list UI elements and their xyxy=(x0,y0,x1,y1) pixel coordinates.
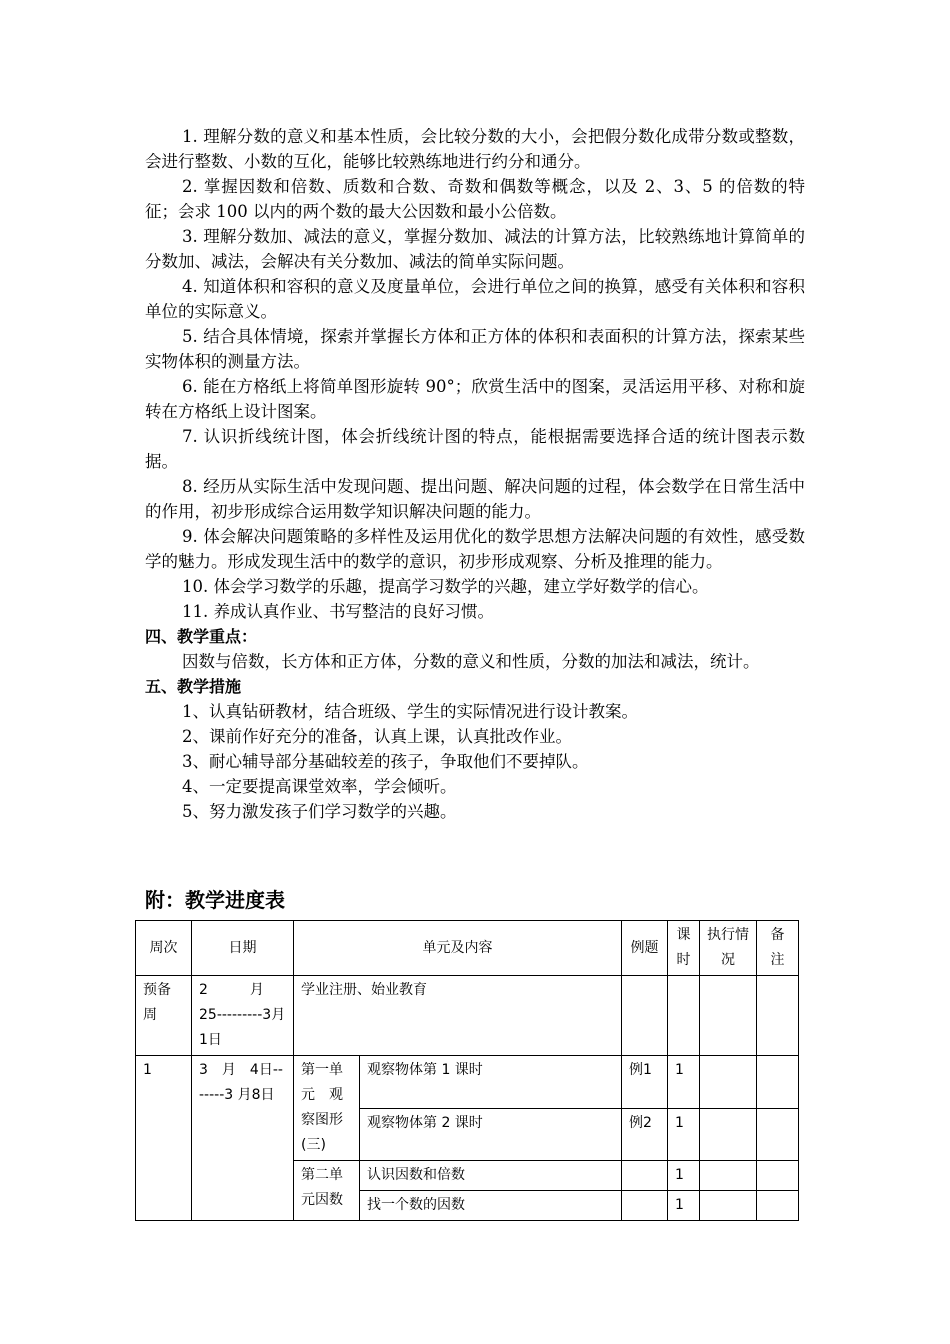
prep-week: 预备周 xyxy=(136,976,192,1056)
unit1-name: 第一单元 观察图形(三) xyxy=(294,1056,360,1161)
objective-10: 10. 体会学习数学的乐趣，提高学习数学的兴趣，建立学好数学的信心。 xyxy=(182,577,709,596)
body-text xyxy=(145,124,805,824)
unit1-status xyxy=(700,1108,757,1161)
objective-9: 9. 体会解决问题策略的多样性及运用优化的数学思想方法解决问题的有效性，感受数学的魅力。形成发现生活中的数学的意识，初步形成观察、分析及推理的能力。 xyxy=(145,527,805,571)
unit2-note xyxy=(757,1161,799,1191)
objective-11: 11. 养成认真作业、书写整洁的良好习惯。 xyxy=(182,602,494,621)
section4-body: 因数与倍数，长方体和正方体，分数的意义和性质，分数的加法和减法，统计。 xyxy=(182,652,760,671)
header-example: 例题 xyxy=(622,921,668,976)
schedule-table xyxy=(135,920,799,1221)
objective-6: 6. 能在方格纸上将简单图形旋转 90°；欣赏生活中的图案，灵活运用平移、对称和旋转在方格纸上设计图案。 xyxy=(145,377,805,421)
unit1-status xyxy=(700,1056,757,1109)
prep-note xyxy=(757,976,799,1056)
objective-5: 5. 结合具体情境，探索并掌握长方体和正方体的体积和表面积的计算方法，探索某些实物体积的测量方法。 xyxy=(145,327,805,371)
unit1-example: 例2 xyxy=(622,1108,668,1161)
table-row-prep xyxy=(136,976,799,1056)
week1-date: 3 月 4日-------3 月8日 xyxy=(192,1056,294,1221)
measure-item: 2、课前作好充分的准备，认真上课，认真批改作业。 xyxy=(182,727,572,746)
objective-3: 3. 理解分数加、减法的意义，掌握分数加、减法的计算方法，比较熟练地计算简单的分数加、减法，会解决有关分数加、减法的简单实际问题。 xyxy=(145,227,805,271)
unit1-note xyxy=(757,1108,799,1161)
measure-item: 4、一定要提高课堂效率，学会倾听。 xyxy=(182,777,457,796)
appendix-title: 附：教学进度表 xyxy=(145,888,285,912)
unit2-note xyxy=(757,1191,799,1221)
prep-example xyxy=(622,976,668,1056)
unit2-hours: 1 xyxy=(668,1191,700,1221)
objective-4: 4. 知道体积和容积的意义及度量单位，会进行单位之间的换算，感受有关体积和容积单位的实际意义。 xyxy=(145,277,805,321)
header-date: 日期 xyxy=(192,921,294,976)
unit1-hours: 1 xyxy=(668,1056,700,1109)
unit2-topic: 找一个数的因数 xyxy=(360,1191,622,1221)
measure-item: 5、努力激发孩子们学习数学的兴趣。 xyxy=(182,802,457,821)
section5-heading: 五、教学措施 xyxy=(145,677,242,696)
objective-7: 7. 认识折线统计图，体会折线统计图的特点，能根据需要选择合适的统计图表示数据。 xyxy=(145,427,805,471)
objective-1: 1. 理解分数的意义和基本性质，会比较分数的大小，会把假分数化成带分数或整数，会进行整数、小数的互化，能够比较熟练地进行约分和通分。 xyxy=(145,127,805,171)
header-hours: 课时 xyxy=(668,921,700,976)
measure-item: 1、认真钻研教材，结合班级、学生的实际情况进行设计教案。 xyxy=(182,702,638,721)
section4-heading: 四、教学重点： xyxy=(145,627,258,646)
objective-2: 2. 掌握因数和倍数、质数和合数、奇数和偶数等概念，以及 2、3、5 的倍数的特征；会求 100 以内的两个数的最大公因数和最小公倍数。 xyxy=(145,177,805,221)
header-note: 备注 xyxy=(757,921,799,976)
unit2-example xyxy=(622,1161,668,1191)
table-row xyxy=(136,1056,799,1109)
measure-item: 3、耐心辅导部分基础较差的孩子，争取他们不要掉队。 xyxy=(182,752,589,771)
unit2-hours: 1 xyxy=(668,1161,700,1191)
prep-status xyxy=(700,976,757,1056)
unit1-topic: 观察物体第 2 课时 xyxy=(360,1108,622,1161)
unit1-hours: 1 xyxy=(668,1108,700,1161)
unit1-topic: 观察物体第 1 课时 xyxy=(360,1056,622,1109)
header-status: 执行情况 xyxy=(700,921,757,976)
unit2-example xyxy=(622,1191,668,1221)
header-week: 周次 xyxy=(136,921,192,976)
week1-week: 1 xyxy=(136,1056,192,1221)
prep-content: 学业注册、始业教育 xyxy=(294,976,622,1056)
header-content: 单元及内容 xyxy=(294,921,622,976)
prep-hours xyxy=(668,976,700,1056)
unit1-note xyxy=(757,1056,799,1109)
table-header-row xyxy=(136,921,799,976)
prep-date: 2 月25---------3月1日 xyxy=(192,976,294,1056)
unit2-name: 第二单元因数 xyxy=(294,1161,360,1221)
unit2-status xyxy=(700,1161,757,1191)
objective-8: 8. 经历从实际生活中发现问题、提出问题、解决问题的过程，体会数学在日常生活中的作用，初步形成综合运用数学知识解决问题的能力。 xyxy=(145,477,805,521)
unit2-status xyxy=(700,1191,757,1221)
unit2-topic: 认识因数和倍数 xyxy=(360,1161,622,1191)
unit1-example: 例1 xyxy=(622,1056,668,1109)
